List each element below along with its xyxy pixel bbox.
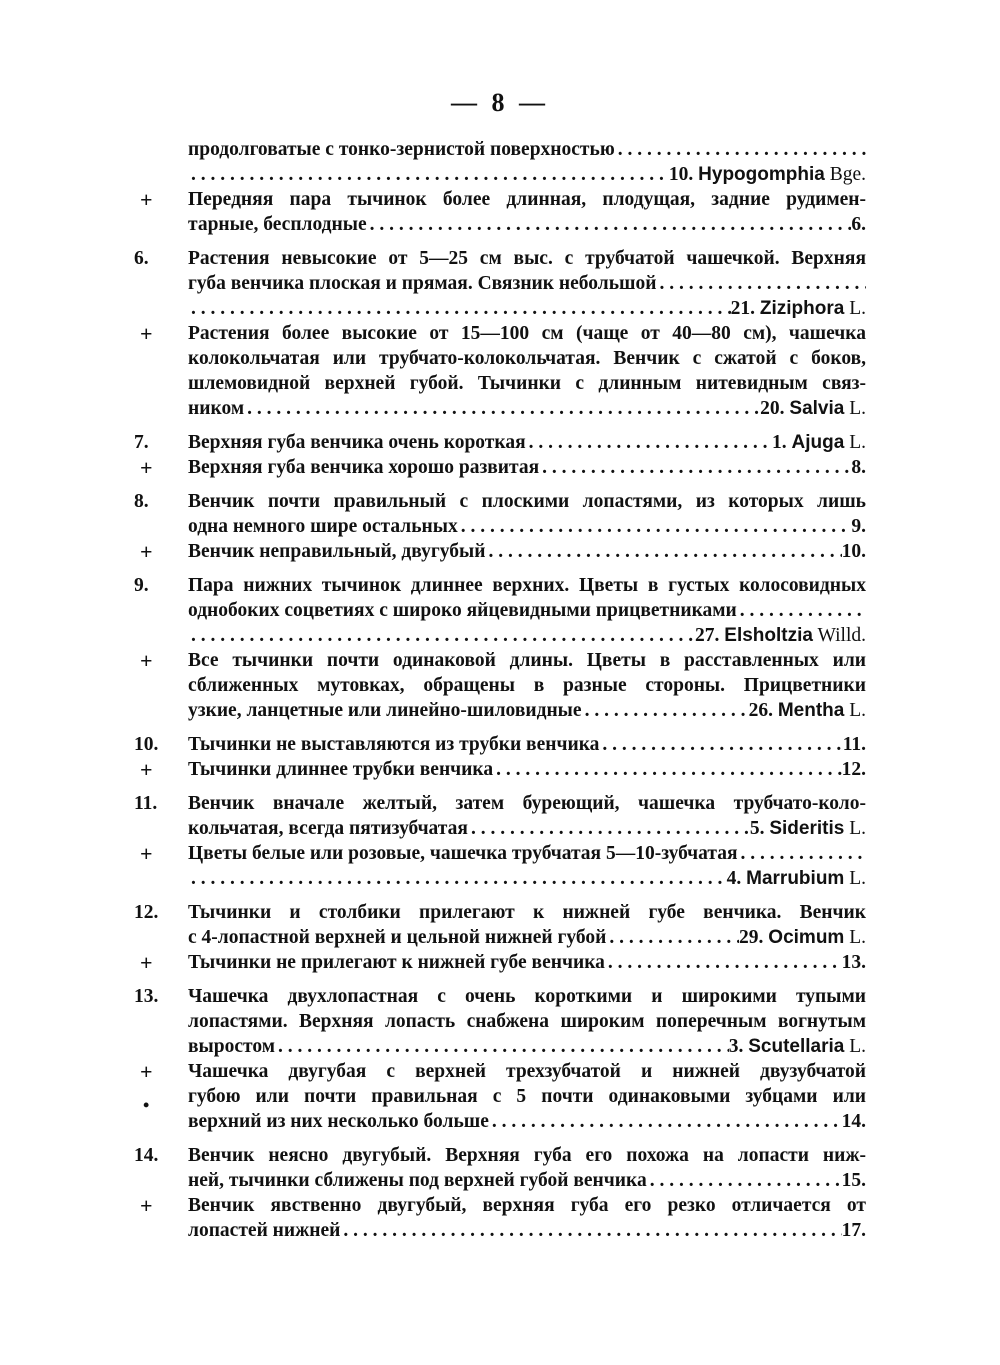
antithesis-marker: +	[140, 539, 153, 564]
genus-name: Mentha	[777, 700, 845, 721]
couplet-number	[134, 137, 188, 187]
key-entry	[134, 1193, 866, 1243]
key-entry	[134, 950, 866, 975]
dot-leader	[605, 950, 842, 975]
entry-text	[188, 455, 866, 480]
text-line: Тычинки и столбики прилегают к нижней губе венчика. Венчик	[188, 902, 866, 923]
author-abbrev: L.	[844, 868, 866, 889]
couplet-number: 8.	[134, 491, 149, 512]
entry-text	[188, 1193, 866, 1243]
text-line	[188, 162, 866, 187]
text-line	[188, 816, 866, 841]
text-line	[188, 623, 866, 648]
key-entry	[134, 137, 866, 187]
entry-text	[188, 430, 866, 455]
key-entries	[134, 137, 866, 1243]
dot-leader	[188, 623, 695, 648]
couplet-number: 13.	[134, 986, 159, 1007]
dot-leader	[526, 430, 772, 455]
author-abbrev: L.	[844, 432, 866, 453]
key-entry	[134, 648, 866, 723]
line-text: кольчатая, всегда пятизубчатая	[188, 818, 468, 839]
text-line: Растения более высокие от 15—100 см (чаще от 40—80 см), чашечка	[188, 323, 866, 344]
text-line	[188, 757, 866, 782]
text-line	[188, 598, 866, 623]
text-line	[188, 1168, 866, 1193]
text-line	[188, 296, 866, 321]
couplet-reference: 14.	[841, 1111, 866, 1132]
genus-reference: 3. Scutellaria L.	[728, 1036, 866, 1057]
couplet-reference: 6.	[851, 214, 866, 235]
couplet-reference: 17.	[841, 1220, 866, 1241]
text-line	[188, 1034, 866, 1059]
text-line	[188, 925, 866, 950]
author-abbrev: L.	[844, 398, 866, 419]
entry-text	[188, 246, 866, 321]
text-line	[188, 396, 866, 421]
genus-name: Ocimum	[768, 927, 845, 948]
text-line	[188, 137, 866, 162]
antithesis-marker: +	[140, 841, 153, 866]
text-line: Венчик неясно двугубый. Верхняя губа его похожа на лопасти ниж-	[188, 1145, 866, 1166]
couplet-number: 12.	[134, 902, 159, 923]
genus-reference: 4. Marrubium L.	[726, 868, 866, 889]
line-text: выростом	[188, 1036, 275, 1057]
key-entry	[134, 1143, 866, 1193]
text-line: Все тычинки почти одинаковой длины. Цветы в расставленных или	[188, 650, 866, 671]
line-text: ней, тычинки сближены под верхней губой венчика	[188, 1170, 647, 1191]
line-text: однобоких соцветиях с широко яйцевидными прицветниками	[188, 600, 737, 621]
author-abbrev: Bge.	[824, 164, 866, 185]
genus-reference: 29. Ocimum L.	[739, 927, 866, 948]
dot-leader	[188, 162, 669, 187]
genus-name: Ajuga	[791, 432, 845, 453]
text-line	[188, 212, 866, 237]
entry-text	[188, 489, 866, 539]
text-line	[188, 698, 866, 723]
antithesis-marker: +	[140, 648, 153, 673]
dot-leader	[188, 866, 727, 891]
genus-reference: 5. Sideritis L.	[749, 818, 866, 839]
dot-leader	[606, 925, 739, 950]
dot-leader	[489, 1109, 842, 1134]
couplet-number: 11.	[134, 793, 158, 814]
genus-name: Ziziphora	[759, 298, 845, 319]
couplet-number: 10.	[134, 734, 159, 755]
line-text: ником	[188, 398, 245, 419]
key-entry	[134, 187, 866, 237]
entry-text	[188, 648, 866, 723]
genus-reference: 10. Hypogomphia Bge.	[668, 164, 866, 185]
genus-name: Elsholtzia	[724, 625, 813, 646]
genus-name: Marrubium	[746, 868, 845, 889]
text-line: Венчик явственно двугубый, верхняя губа его резко отличается от	[188, 1195, 866, 1216]
antithesis-marker: +	[140, 187, 153, 212]
key-entry	[134, 900, 866, 950]
key-entry	[134, 1059, 866, 1134]
genus-reference: 1. Ajuga L.	[772, 432, 866, 453]
line-text: продолговатые с тонко-зернистой поверхностью	[188, 139, 615, 160]
dot-leader	[188, 296, 731, 321]
line-text: верхний из них несколько больше	[188, 1111, 489, 1132]
entry-text	[188, 757, 866, 782]
text-line: Венчик вначале желтый, затем буреющий, чашечка трубчато-коло-	[188, 793, 866, 814]
couplet-number: 9.	[134, 575, 149, 596]
dot-leader	[493, 757, 842, 782]
entry-text	[188, 187, 866, 237]
couplet-reference: 10.	[841, 541, 866, 562]
text-line	[188, 539, 866, 564]
dot-leader	[738, 841, 866, 866]
dot-leader	[340, 1218, 841, 1243]
entry-text	[188, 1143, 866, 1193]
dot-leader	[615, 137, 866, 162]
text-line: сближенных мутовках, обращены в разные стороны. Прицветники	[188, 675, 866, 696]
antithesis-marker: +	[140, 455, 153, 480]
genus-name: Sideritis	[769, 818, 845, 839]
line-text: одна немного шире остальных	[188, 516, 458, 537]
line-text: Тычинки не выставляются из трубки венчика	[188, 734, 600, 755]
key-entry	[134, 246, 866, 321]
entry-text	[188, 539, 866, 564]
page-number: — 8 —	[451, 88, 549, 117]
couplet-number: 14.	[134, 1145, 159, 1166]
dot-leader	[647, 1168, 842, 1193]
key-entry	[134, 732, 866, 757]
genus-reference: 27. Elsholtzia Willd.	[695, 625, 866, 646]
antithesis-marker: +	[140, 950, 153, 975]
line-text: Верхняя губа венчика очень короткая	[188, 432, 526, 453]
key-entry	[134, 455, 866, 480]
line-text: губа венчика плоская и прямая. Связник небольшой	[188, 273, 657, 294]
line-text: с 4-лопастной верхней и цельной нижней губой	[188, 927, 607, 948]
text-line	[188, 1109, 866, 1134]
genus-reference: 26. Mentha L.	[748, 700, 866, 721]
text-line: Пара нижних тычинок длиннее верхних. Цветы в густых колосовидных	[188, 575, 866, 596]
dot-leader	[582, 698, 749, 723]
text-line: Передняя пара тычинок более длинная, плодущая, задние рудимен-	[188, 189, 866, 210]
genus-reference: 21. Ziziphora L.	[730, 298, 866, 319]
author-abbrev: L.	[844, 700, 866, 721]
line-text: узкие, ланцетные или линейно-шиловидные	[188, 700, 582, 721]
key-entry	[134, 984, 866, 1059]
genus-name: Salvia	[789, 398, 845, 419]
entry-text	[188, 137, 866, 187]
author-abbrev: L.	[844, 298, 866, 319]
key-entry	[134, 841, 866, 891]
couplet-reference: 12.	[841, 759, 866, 780]
antithesis-marker: +	[140, 1059, 153, 1084]
text-line	[188, 950, 866, 975]
text-line	[188, 841, 866, 866]
text-line: колокольчатая или трубчато-колокольчатая. Венчик с сжатой с боков,	[188, 348, 866, 369]
entry-text	[188, 791, 866, 841]
text-line: лопастями. Верхняя лопасть снабжена широким поперечным вогнутым	[188, 1011, 866, 1032]
entry-text	[188, 321, 866, 421]
author-abbrev: Willd.	[812, 625, 866, 646]
text-line: Чашечка двугубая с верхней трехзубчатой и нижней двузубчатой	[188, 1061, 866, 1082]
line-text: тарные, бесплодные	[188, 214, 367, 235]
couplet-number: 7.	[134, 432, 149, 453]
antithesis-marker: +	[140, 1193, 153, 1218]
genus-name: Hypogomphia	[698, 164, 825, 185]
text-line: Чашечка двухлопастная с очень короткими и широкими тупыми	[188, 986, 866, 1007]
antithesis-marker: +	[140, 321, 153, 346]
line-text: Верхняя губа венчика хорошо развитая	[188, 457, 540, 478]
text-line	[188, 1218, 866, 1243]
entry-text	[188, 573, 866, 648]
entry-text	[188, 900, 866, 950]
dot-leader	[656, 271, 866, 296]
entry-text	[188, 1059, 866, 1134]
text-line	[188, 430, 866, 455]
text-line: губою или почти правильная с 5 почти одинаковыми зубцами или	[188, 1086, 866, 1107]
dot-leader	[539, 455, 851, 480]
dot-leader	[485, 539, 841, 564]
genus-name: Scutellaria	[748, 1036, 845, 1057]
text-line: шлемовидной верхней губой. Тычинки с длинным нитевидным связ-	[188, 373, 866, 394]
key-entry	[134, 573, 866, 648]
dot-leader	[275, 1034, 729, 1059]
dot-leader	[367, 212, 852, 237]
key-entry	[134, 489, 866, 539]
text-line	[188, 455, 866, 480]
stray-mark: •	[143, 1095, 150, 1115]
key-entry	[134, 791, 866, 841]
antithesis-marker: +	[140, 757, 153, 782]
couplet-reference: 9.	[851, 516, 866, 537]
text-line: Венчик почти правильный с плоскими лопастями, из которых лишь	[188, 491, 866, 512]
line-text: Тычинки не прилегают к нижней губе венчика	[188, 952, 605, 973]
dot-leader	[244, 396, 760, 421]
dot-leader	[737, 598, 866, 623]
couplet-number: 6.	[134, 248, 149, 269]
text-line	[188, 866, 866, 891]
dot-leader	[599, 732, 842, 757]
key-entry	[134, 539, 866, 564]
text-line	[188, 514, 866, 539]
text-line: Растения невысокие от 5—25 см выс. с трубчатой чашечкой. Верхняя	[188, 248, 866, 269]
dot-leader	[468, 816, 750, 841]
entry-text	[188, 841, 866, 891]
couplet-reference: 15.	[841, 1170, 866, 1191]
author-abbrev: L.	[844, 818, 866, 839]
couplet-reference: 11.	[842, 734, 866, 755]
author-abbrev: L.	[844, 1036, 866, 1057]
couplet-reference: 8.	[851, 457, 866, 478]
line-text: Венчик неправильный, двугубый	[188, 541, 486, 562]
genus-reference: 20. Salvia L.	[760, 398, 866, 419]
text-line	[188, 732, 866, 757]
dot-leader	[458, 514, 852, 539]
key-entry	[134, 321, 866, 421]
text-line	[188, 271, 866, 296]
line-text: лопастей нижней	[188, 1220, 341, 1241]
line-text: Тычинки длиннее трубки венчика	[188, 759, 494, 780]
author-abbrev: L.	[844, 927, 866, 948]
entry-text	[188, 950, 866, 975]
line-text: Цветы белые или розовые, чашечка трубчатая 5—10-зубчатая	[188, 843, 738, 864]
key-entry	[134, 430, 866, 455]
couplet-reference: 13.	[841, 952, 866, 973]
key-entry	[134, 757, 866, 782]
entry-text	[188, 732, 866, 757]
entry-text	[188, 984, 866, 1059]
